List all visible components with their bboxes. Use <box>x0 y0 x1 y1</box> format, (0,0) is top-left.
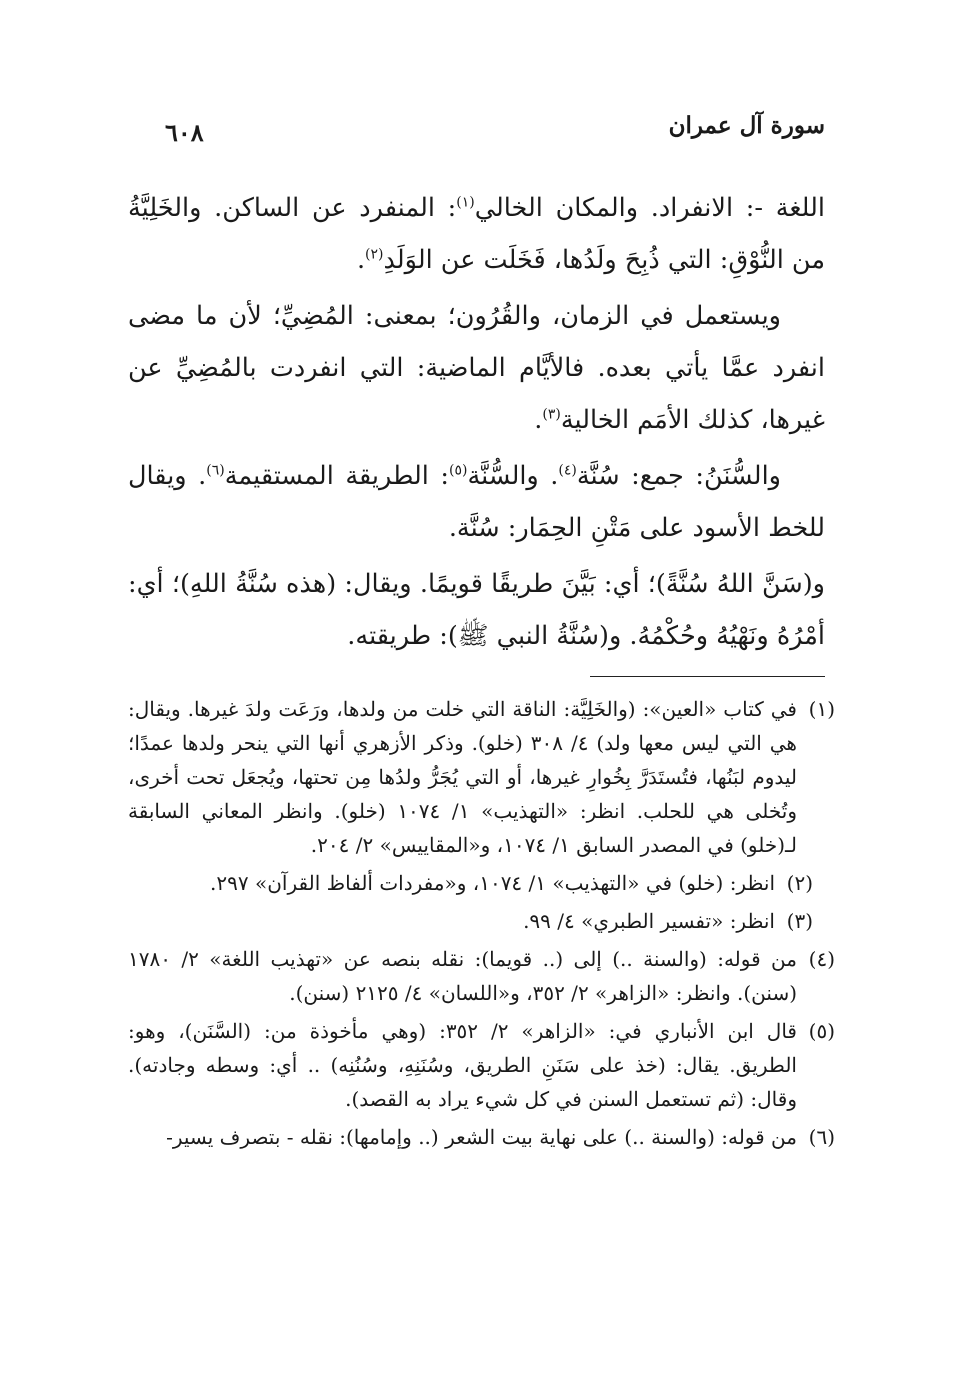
footnote-3 <box>128 904 835 938</box>
page-header <box>165 112 825 152</box>
footnote-ref-6[interactable]: (٦) <box>206 462 225 479</box>
footnote-number: (٣) <box>786 909 813 933</box>
paragraph-1: اللغة -: الانفراد. والمكان الخالي$^{(١)}$: المنفرد عن الساكن. والخَلِيَّةُ من النُّوْقِ: التي ذُبِحَ ولَدُها، فَخَلَت عن الوَلَدِ$^{(٢)}$. <box>128 193 825 275</box>
footnote-4 <box>128 942 835 1010</box>
footnote-number: (٢) <box>786 871 813 895</box>
footnote-text: من قوله: (والسنة ..) إلى (.. قويما): نقله بنصه عن «تهذيب اللغة» ٢/ ١٧٨٠ (سنن). وانظر: «الزاهر» ٢/ ٣٥٢، و«اللسان» ٤/ ٢١٢٥ (سنن). <box>128 947 797 1005</box>
footnote-1 <box>128 692 835 862</box>
surah-title: سورة آل عمران <box>668 112 825 139</box>
main-text <box>128 182 825 666</box>
page-number: ٦٠٨ <box>165 118 204 147</box>
footnote-text: انظر: «تفسير الطبري» ٤/ ٩٩. <box>523 909 775 933</box>
footnotes <box>128 692 835 1158</box>
footnote-number: (٦) <box>808 1125 835 1149</box>
footnote-ref-3[interactable]: (٣) <box>542 406 561 423</box>
footnote-text: في كتاب «العين»: (والخَلِيَّة: الناقة التي خلت من ولدها، ورَعَت ولدَ غيرها. ويقال: هي التي ليس معها ولد) ٤/ ٣٠٨ (خلو). وذكر الأزهري أنها التي ينحر ولدها عمدًا؛ ليدوم لبَنُها، فتُستَدَرَّ بِخُوارِ غيرها، أو التي يُجَرُّ ولدُها مِن تحتها، ويُجعَل تحت أخرى، وتُخلى هي للحلب. انظر: «التهذيب» ١/ ١٠٧٤ (خلو). وانظر المعاني السابقة لـ(خلو) في المصدر السابق ١/ ١٠٧٤، و«المقاييس» ٢/ ٢٠٤. <box>128 697 797 857</box>
footnote-separator <box>590 676 825 677</box>
footnote-text: قال ابن الأنباري في: «الزاهر» ٢/ ٣٥٢: (وهي مأخوذة من: (السَّنَن)، وهو: الطريق. يقال: (خذ على سَنَنِ الطريق، وسُنَنِهِ، وسُنُنِه) .. أي: وسطه وجادته). وقال: (ثم تستعمل السنن في كل شيء يراد به القصد). <box>128 1019 797 1111</box>
footnote-ref-5[interactable]: (٥) <box>448 462 468 479</box>
paragraph-2: ويستعمل في الزمان، والقُرُون؛ بمعنى: المُضِيِّ؛ لأن ما مضى انفرد عمَّا يأتي بعده. فالأيَّام الماضية: التي انفردت بالمُضِيِّ عن غيرها، كذلك الأمَم الخالية$^{(٣)}$. <box>128 301 825 435</box>
footnote-ref-4[interactable]: (٤) <box>558 462 577 479</box>
footnote-ref-2[interactable]: (٢) <box>365 246 384 263</box>
footnote-number: (١) <box>808 697 835 721</box>
footnote-2 <box>128 866 835 900</box>
footnote-5 <box>128 1014 835 1116</box>
footnote-number: (٥) <box>808 1019 835 1043</box>
footnote-text: انظر: (خلو) في «التهذيب» ١/ ١٠٧٤، و«مفردات ألفاظ القرآن» ٢٩٧. <box>210 871 775 895</box>
footnote-number: (٤) <box>808 947 835 971</box>
paragraph-3: والسُّنَنُ: جمع: سُنَّة$^{(٤)}$. والسُّنَّة$^{(٥)}$: الطريقة المستقيمة$^{(٦)}$. ويقال للخط الأسود على مَتْنِ الحِمَار: سُنَّة. <box>128 461 825 543</box>
footnote-6 <box>128 1120 835 1154</box>
footnote-ref-1[interactable]: (١) <box>456 194 475 211</box>
footnote-text: من قوله: (والسنة ..) على نهاية بيت الشعر (.. وإمامها): نقله - بتصرف يسير- <box>166 1125 797 1149</box>
paragraph-4: و(سَنَّ اللهُ سُنَّةً)؛ أي: بَيَّنَ طريقًا قويمًا. ويقال: (هذه سُنَّةُ اللهِ)؛ أي: أمْرُهُ ونَهْيُهُ وحُكْمُهُ. و(سُنَّةُ النبي ﷺ): طريقته. <box>128 569 825 651</box>
